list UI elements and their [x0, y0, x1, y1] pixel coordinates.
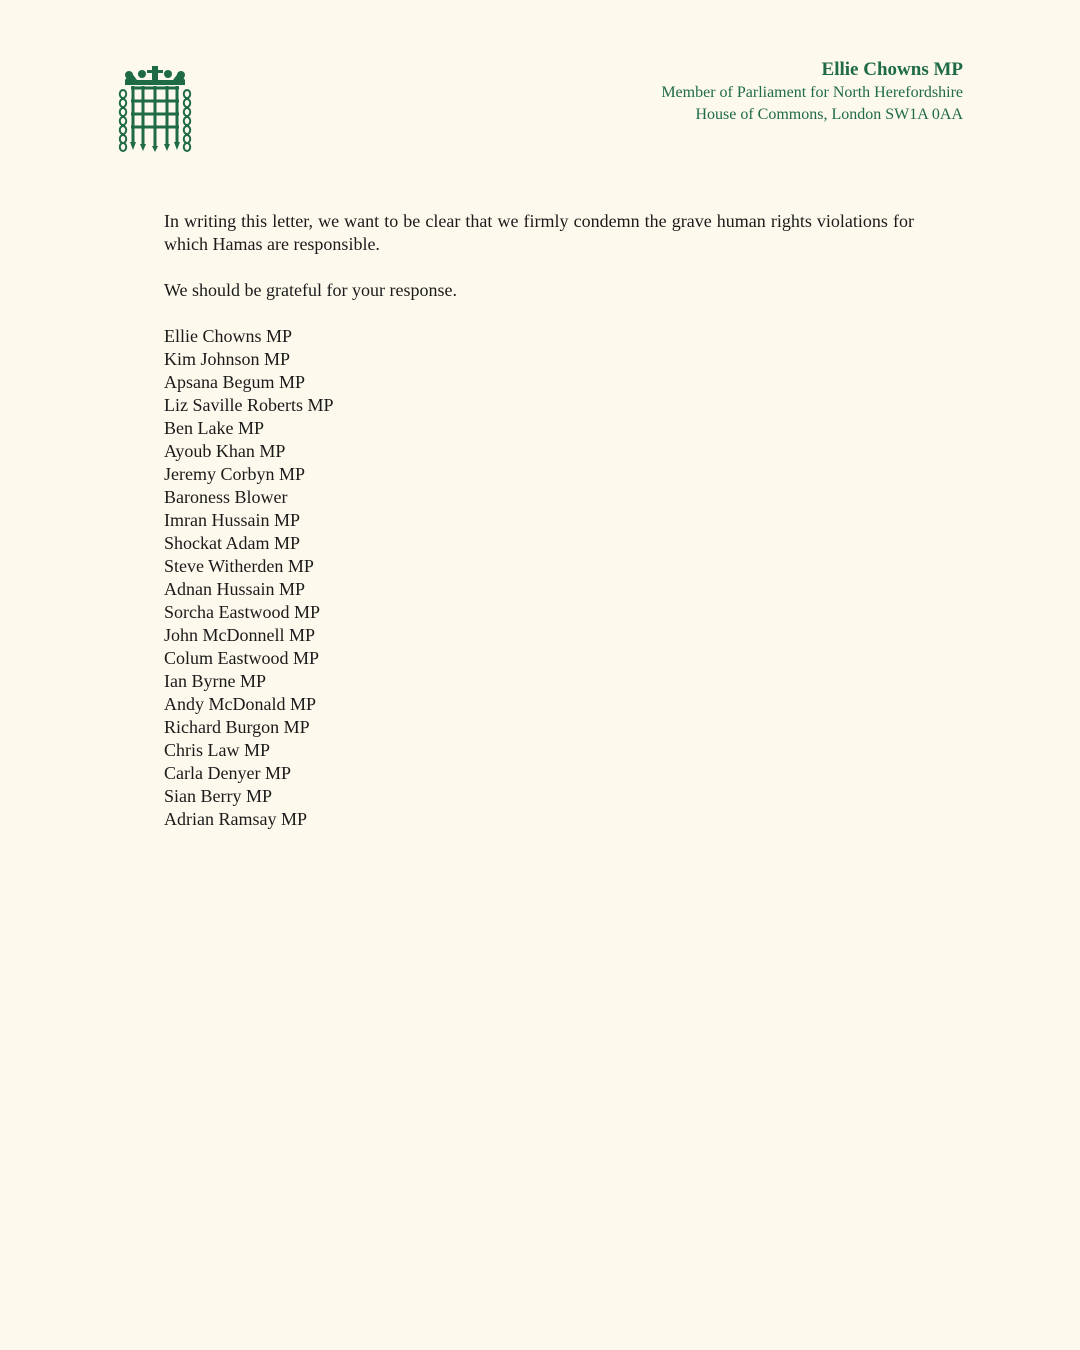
signatory-name: Ian Byrne MP — [164, 671, 266, 691]
signatory-name: Adrian Ramsay MP — [164, 809, 307, 829]
signatory-name: Carla Denyer MP — [164, 763, 291, 783]
signatory-name: Liz Saville Roberts MP — [164, 395, 334, 415]
signatory-name: Apsana Begum MP — [164, 372, 305, 392]
signatory-name: Baroness Blower — [164, 487, 288, 507]
signatory-name: Shockat Adam MP — [164, 533, 301, 553]
letterhead — [661, 58, 963, 126]
condemnation-paragraph: In writing this letter, we want to be clear that we firmly condemn the grave human rights violations for which Hamas are responsible. — [164, 211, 914, 254]
letterhead-role: Member of Parliament for North Herefordshire — [661, 84, 963, 101]
signatory-name: Adnan Hussain MP — [164, 579, 306, 599]
signatory-name: Ellie Chowns MP — [164, 326, 293, 346]
signatory-name: Steve Witherden MP — [164, 556, 314, 576]
signatory-name: Jeremy Corbyn MP — [164, 464, 305, 484]
signatory-list — [164, 325, 914, 831]
signatory-name: Imran Hussain MP — [164, 510, 300, 530]
signatory-name: Sorcha Eastwood MP — [164, 602, 320, 622]
letterhead-name: Ellie Chowns MP — [821, 59, 963, 80]
signatory-name: Colum Eastwood MP — [164, 648, 320, 668]
signatory-name: John McDonnell MP — [164, 625, 316, 645]
signatory-name: Chris Law MP — [164, 740, 271, 760]
letter-body — [164, 210, 914, 831]
signatory-name: Richard Burgon MP — [164, 717, 310, 737]
signatory-name: Sian Berry MP — [164, 786, 272, 806]
closing-paragraph: We should be grateful for your response. — [164, 280, 457, 300]
letterhead-address: House of Commons, London SW1A 0AA — [695, 106, 963, 123]
signatory-name: Ayoub Khan MP — [164, 441, 286, 461]
signatory-name: Ben Lake MP — [164, 418, 264, 438]
portcullis-icon — [117, 66, 193, 152]
signatory-name: Kim Johnson MP — [164, 349, 291, 369]
signatory-name: Andy McDonald MP — [164, 694, 316, 714]
